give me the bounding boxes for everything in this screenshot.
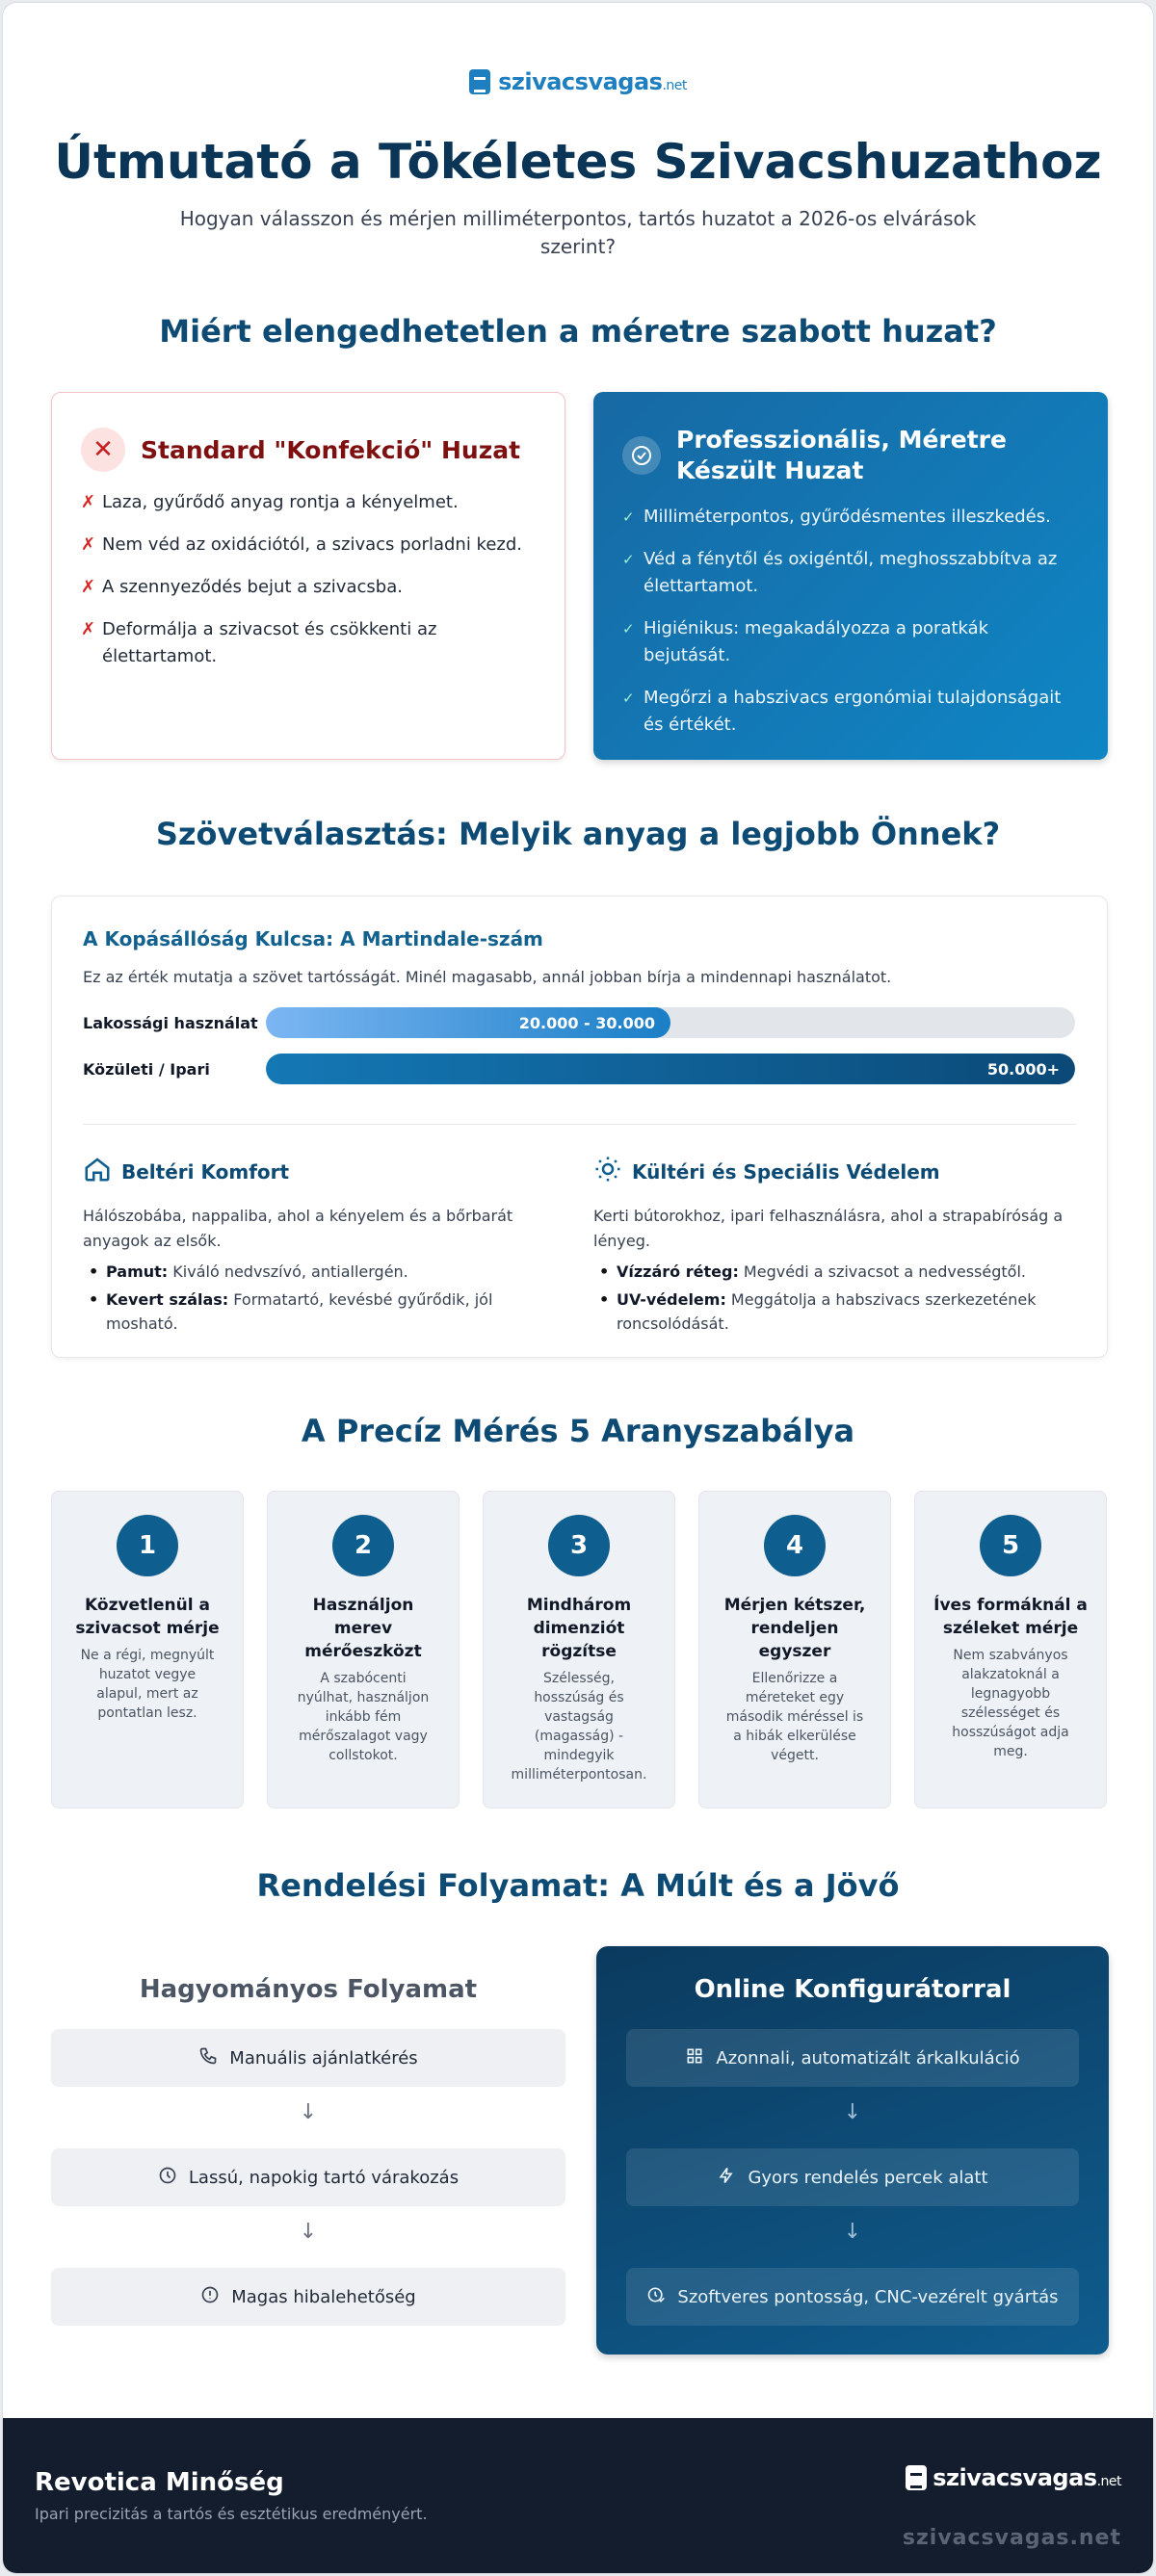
logo-name: szivacsvagas bbox=[498, 68, 663, 95]
list-item: ✗ Laza, gyűrődő anyag rontja a kényelmet. bbox=[81, 489, 536, 516]
check-icon: ✓ bbox=[622, 690, 635, 707]
step-card bbox=[51, 1491, 244, 1808]
cross-icon: ✗ bbox=[81, 492, 96, 512]
bar-label: Lakossági használat bbox=[83, 1013, 258, 1032]
section-title-measure: A Precíz Mérés 5 Aranyszabálya bbox=[301, 1413, 855, 1449]
step-card bbox=[698, 1491, 891, 1808]
step-card bbox=[267, 1491, 460, 1808]
arrow-down-icon: ↓ bbox=[843, 2100, 862, 2124]
online-title: Online Konfigurátorral bbox=[694, 1975, 1012, 2004]
page bbox=[3, 3, 1153, 2573]
list-item: ✗ Nem véd az oxidációtól, a szivacs porladni kezd. bbox=[81, 532, 536, 559]
phone-icon bbox=[198, 2046, 218, 2070]
step-desc: Szélesség, hosszúság és vastagság (magasság) - mindegyik milliméterpontosan. bbox=[511, 1671, 647, 1782]
grid-icon bbox=[685, 2046, 704, 2070]
check-icon: ✓ bbox=[622, 620, 635, 637]
bar-row bbox=[83, 1007, 1076, 1038]
section-title-process: Rendelési Folyamat: A Múlt és a Jövő bbox=[256, 1867, 900, 1904]
x-circle-icon: ✕ bbox=[81, 428, 125, 472]
badge-check-icon bbox=[622, 436, 661, 475]
cross-icon: ✗ bbox=[81, 577, 96, 597]
footer-url[interactable]: szivacsvagas.net bbox=[902, 2526, 1121, 2550]
step-desc: A szabócenti nyúlhat, használjon inkább fém mérőszalagot vagy collstokot. bbox=[297, 1671, 430, 1763]
arrow-down-icon: ↓ bbox=[299, 2100, 318, 2124]
card-custom-cover bbox=[593, 392, 1108, 760]
outdoor-desc: Kerti bútorokhoz, ipari felhasználásra, ahol a strapabíróság a lényeg. bbox=[593, 1207, 1064, 1250]
online-process bbox=[596, 1946, 1109, 2355]
process-step: Szoftveres pontosság, CNC-vezérelt gyártás bbox=[626, 2268, 1079, 2326]
bar-value: 20.000 - 30.000 bbox=[518, 1013, 655, 1032]
alert-icon bbox=[200, 2285, 220, 2309]
footer-logo[interactable]: szivacsvagas.net bbox=[906, 2464, 1121, 2491]
section-title-comparison: Miért elengedhetetlen a méretre szabott huzat? bbox=[159, 313, 997, 350]
step-card bbox=[483, 1491, 675, 1808]
list-item: • Vízzáró réteg: Megvédi a szivacsot a nedvességtől. bbox=[599, 1260, 1065, 1284]
home-icon bbox=[83, 1155, 112, 1188]
logo-icon bbox=[906, 2465, 927, 2490]
bar-fill bbox=[266, 1054, 1075, 1084]
step-desc: Ellenőrizze a méreteket egy második méréssel is a hibák elkerülése végett. bbox=[725, 1671, 864, 1763]
header-logo[interactable] bbox=[3, 68, 1153, 95]
arrow-down-icon: ↓ bbox=[843, 2220, 862, 2244]
section-title-fabric: Szövetválasztás: Melyik anyag a legjobb Önnek? bbox=[155, 816, 1001, 852]
traditional-title: Hagyományos Folyamat bbox=[139, 1975, 478, 2004]
arrow-down-icon: ↓ bbox=[299, 2220, 318, 2244]
bar-value: 50.000+ bbox=[986, 1059, 1060, 1079]
step-title: Közvetlenül a szivacsot mérje bbox=[75, 1596, 220, 1638]
list-item: • UV-védelem: Meggátolja a habszivacs szerkezetének roncsolódását. bbox=[599, 1288, 1065, 1336]
process-step: Magas hibalehetőség bbox=[51, 2268, 565, 2326]
outdoor-title: Kültéri és Speciális Védelem bbox=[632, 1159, 940, 1184]
cross-icon: ✗ bbox=[81, 619, 96, 639]
indoor-column bbox=[83, 1155, 555, 1340]
step-desc: Ne a régi, megnyúlt huzatot vegye alapul, mert az pontatlan lesz. bbox=[80, 1648, 215, 1721]
step-title: Használjon merev mérőeszközt bbox=[304, 1596, 422, 1661]
step-number: 5 bbox=[980, 1515, 1041, 1576]
process-step: Azonnali, automatizált árkalkuláció bbox=[626, 2029, 1079, 2087]
list-item: • Pamut: Kiváló nedvszívó, antiallergén. bbox=[89, 1260, 555, 1284]
sun-icon bbox=[593, 1155, 622, 1188]
list-item: • Kevert szálas: Formatartó, kevésbé gyűrődik, jól mosható. bbox=[89, 1288, 555, 1336]
step-number: 4 bbox=[764, 1515, 826, 1576]
measure-steps bbox=[51, 1491, 1108, 1808]
step-desc: Nem szabványos alakzatoknál a legnagyobb szélességet és hosszúságot adja meg. bbox=[952, 1648, 1069, 1759]
step-number: 2 bbox=[332, 1515, 394, 1576]
footer bbox=[3, 2418, 1153, 2573]
list-item: ✓ Véd a fénytől és oxigéntől, meghosszabbítva az élettartamot. bbox=[622, 546, 1079, 600]
step-card bbox=[914, 1491, 1107, 1808]
page-title: Útmutató a Tökéletes Szivacshuzathoz bbox=[54, 134, 1102, 190]
bar-track bbox=[266, 1054, 1075, 1084]
logo-icon bbox=[469, 69, 490, 94]
process-step: Lassú, napokig tartó várakozás bbox=[51, 2148, 565, 2206]
list-item: ✓ Higiénikus: megakadályozza a poratkák bejutását. bbox=[622, 615, 1079, 669]
card-standard-cover bbox=[51, 392, 565, 760]
process-step: Gyors rendelés percek alatt bbox=[626, 2148, 1079, 2206]
bar-label: Közületi / Ipari bbox=[83, 1059, 210, 1079]
indoor-title: Beltéri Komfort bbox=[121, 1159, 290, 1184]
list-item: ✓ Megőrzi a habszivacs ergonómiai tulajdonságait és értékét. bbox=[622, 685, 1079, 739]
footer-tagline: Ipari precizitás a tartós és esztétikus eredményért. bbox=[35, 2505, 428, 2523]
check-icon: ✓ bbox=[622, 508, 635, 526]
clock-check-icon bbox=[646, 2285, 666, 2309]
martindale-desc: Ez az érték mutatja a szövet tartósságát. Minél magasabb, annál jobban bírja a mindennapi használatot. bbox=[83, 968, 892, 986]
list-item: ✓ Milliméterpontos, gyűrődésmentes illeszkedés. bbox=[622, 504, 1079, 531]
footer-brand: Revotica Minőség bbox=[35, 2468, 284, 2497]
fabric-panel bbox=[51, 896, 1108, 1358]
list-item: ✗ Deformálja a szivacsot és csökkenti az élettartamot. bbox=[81, 616, 536, 670]
check-icon: ✓ bbox=[622, 551, 635, 568]
step-title: Mérjen kétszer, rendeljen egyszer bbox=[723, 1596, 866, 1661]
martindale-title: A Kopásállóság Kulcsa: A Martindale-szám bbox=[83, 927, 543, 950]
step-title: Íves formáknál a széleket mérje bbox=[933, 1596, 1088, 1638]
traditional-process bbox=[51, 1946, 565, 2355]
clock-icon bbox=[158, 2166, 177, 2190]
step-number: 1 bbox=[117, 1515, 178, 1576]
divider bbox=[83, 1124, 1076, 1125]
bar-row bbox=[83, 1054, 1076, 1084]
bar-track bbox=[266, 1007, 1075, 1038]
cross-icon: ✗ bbox=[81, 534, 96, 555]
page-subtitle: Hogyan válasszon és mérjen milliméterpontos, tartós huzatot a 2026-os elvárások szerint? bbox=[179, 207, 977, 258]
card-title: Standard "Konfekció" Huzat bbox=[141, 435, 521, 464]
list-item: ✗ A szennyeződés bejut a szivacsba. bbox=[81, 574, 536, 601]
indoor-desc: Hálószobába, nappaliba, ahol a kényelem és a bőrbarát anyagok az elsők. bbox=[83, 1207, 513, 1250]
bar-fill bbox=[266, 1007, 670, 1038]
outdoor-column bbox=[593, 1155, 1065, 1340]
process-step: Manuális ajánlatkérés bbox=[51, 2029, 565, 2087]
step-title: Mindhárom dimenziót rögzítse bbox=[526, 1596, 632, 1661]
lightning-icon bbox=[717, 2166, 736, 2190]
logo-tld: .net bbox=[662, 78, 687, 93]
card-title: Professzionális, Méretre Készült Huzat bbox=[676, 426, 1007, 484]
step-number: 3 bbox=[548, 1515, 610, 1576]
